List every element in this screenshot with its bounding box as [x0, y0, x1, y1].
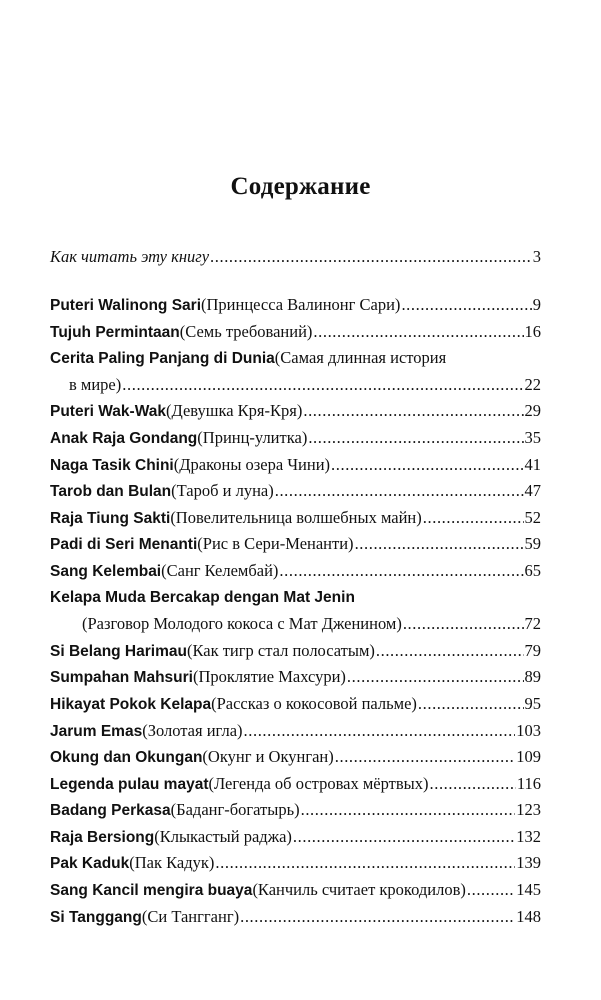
leader-dots: [308, 425, 523, 452]
page-number: 103: [516, 720, 541, 740]
leader-dots: [376, 638, 524, 665]
toc-entry[interactable]: [50, 664, 541, 691]
toc-entry[interactable]: [50, 718, 541, 745]
entry-title-continuation: в мире): [69, 374, 122, 394]
entry-title-malay: Padi di Seri Menanti: [50, 536, 198, 554]
page-number: 95: [524, 693, 541, 713]
entry-title-russian: (Тароб и луна): [171, 481, 274, 501]
leader-dots: [210, 244, 532, 271]
leader-dots: [122, 372, 523, 399]
entry-title-russian: (Рис в Сери-Менанти): [197, 534, 354, 554]
entry-title-russian: (Окунг и Окунган): [202, 747, 334, 767]
entry-title-malay: Cerita Paling Panjang di Dunia: [50, 350, 275, 368]
entry-title-continuation: (Разговор Молодого кокоса с Мат Дженином): [82, 614, 402, 634]
page-number: 3: [532, 247, 541, 266]
leader-dots: [293, 824, 515, 851]
entry-title-malay: Sang Kelembai: [50, 562, 162, 580]
entry-title-russian: (Санг Келембай): [161, 560, 279, 580]
entry-title-malay: Tarob dan Bulan: [50, 483, 172, 501]
page-number: 52: [524, 507, 541, 527]
leader-dots: [355, 531, 524, 558]
entry-title-russian: (Легенда об островах мёртвых): [208, 773, 429, 793]
leader-dots: [279, 558, 523, 585]
page-number: 29: [524, 401, 541, 421]
toc-entry[interactable]: [50, 398, 541, 425]
page-title: Содержание: [230, 173, 371, 200]
leader-dots: [403, 611, 524, 638]
toc-entry[interactable]: [50, 797, 541, 824]
toc-entry[interactable]: [50, 850, 541, 877]
page-number: 79: [524, 640, 541, 660]
page-number: 22: [524, 374, 541, 394]
entry-title-malay: Hikayat Pokok Kelapa: [50, 695, 212, 713]
entry-title-russian: (Повелительница волшебных майн): [170, 507, 422, 527]
page-number: 35: [524, 427, 541, 447]
entry-title-malay: Raja Tiung Sakti: [50, 509, 171, 527]
toc-entry[interactable]: [50, 771, 541, 798]
leader-dots: [215, 850, 515, 877]
entry-title-malay: Anak Raja Gondang: [50, 429, 198, 447]
entry-title-malay: Puteri Walinong Sari: [50, 297, 201, 314]
entry-title-russian: (Канчиль считает крокодилов): [252, 880, 466, 900]
leader-dots: [331, 452, 523, 479]
toc-entry[interactable]: [50, 531, 541, 558]
toc-entry[interactable]: [50, 744, 541, 771]
toc-entry[interactable]: [50, 505, 541, 532]
toc-entry[interactable]: [50, 691, 541, 718]
entry-title-russian: (Рассказ о кокосовой пальме): [211, 693, 417, 713]
entry-title-russian: (Клыкастый раджа): [154, 826, 292, 846]
entry-title-malay: Si Tanggang: [50, 908, 142, 926]
page-number: 109: [516, 747, 541, 767]
entry-title-russian: (Си Тангганг): [141, 906, 240, 926]
entry-title-malay: Jarum Emas: [50, 722, 143, 740]
leader-dots: [467, 877, 515, 904]
toc-intro: [50, 244, 541, 271]
entry-title-malay: Puteri Wak-Wak: [50, 403, 166, 421]
toc-entry[interactable]: [50, 904, 541, 931]
entry-title-russian: (Девушка Кря-Кря): [166, 401, 303, 421]
entry-title-russian: (Принцесса Валинонг Сари): [201, 295, 401, 314]
leader-dots: [423, 505, 524, 532]
page-number: 148: [516, 906, 541, 926]
leader-dots: [244, 718, 516, 745]
entry-title-malay: Pak Kaduk: [50, 855, 130, 873]
leader-dots: [313, 319, 523, 346]
leader-dots: [303, 398, 523, 425]
entry-title-malay: Si Belang Harimau: [50, 642, 187, 660]
toc-entry[interactable]: [50, 558, 541, 585]
entry-title-russian: (Золотая игла): [142, 720, 243, 740]
entry-title-malay: Raja Bersiong: [50, 828, 155, 846]
entry-title-malay: Kelapa Muda Bercakap dengan Mat Jenin: [50, 588, 355, 606]
page-number: 123: [516, 800, 541, 820]
entry-title-russian: (Как тигр стал полосатым): [186, 640, 375, 660]
leader-dots: [335, 744, 516, 771]
entry-title-malay: Sang Kancil mengira buaya: [50, 882, 253, 900]
entry-title-russian: (Проклятие Махсури): [192, 667, 346, 687]
entry-title-malay: Sumpahan Mahsuri: [50, 669, 193, 687]
toc-entry[interactable]: [50, 319, 541, 346]
entry-title-russian: (Пак Кадук): [129, 853, 215, 873]
page-number: 41: [524, 454, 541, 474]
toc-list: [50, 292, 541, 930]
page-number: 116: [516, 773, 541, 793]
entry-title-malay: Badang Perkasa: [50, 802, 171, 820]
entry-title-malay: Naga Tasik Chini: [50, 456, 174, 474]
page-number: 16: [524, 321, 541, 341]
toc-entry-intro[interactable]: [50, 244, 541, 271]
page-number: 65: [524, 560, 541, 580]
toc-entry[interactable]: [50, 478, 541, 505]
entry-title: Как читать эту книгу: [50, 247, 210, 266]
entry-title-russian: (Самая длинная история: [274, 348, 447, 368]
page-number: 139: [516, 853, 541, 873]
toc-entry-continuation[interactable]: [50, 372, 541, 399]
page-number: 47: [524, 481, 541, 501]
toc-entry-continuation[interactable]: [50, 611, 541, 638]
toc-entry[interactable]: [50, 345, 541, 372]
entry-title-malay: Legenda pulau mayat: [50, 775, 209, 793]
leader-dots: [275, 478, 524, 505]
page-number: 59: [524, 534, 541, 554]
page-number: 89: [524, 667, 541, 687]
entry-title-malay: Okung dan Okungan: [50, 749, 203, 767]
page-number: 132: [516, 826, 541, 846]
page-number: 145: [516, 880, 541, 900]
toc-entry[interactable]: [50, 292, 541, 319]
entry-title-russian: (Принц-улитка): [197, 427, 308, 447]
page-number: 72: [524, 614, 541, 634]
entry-title-russian: (Драконы озера Чини): [173, 454, 331, 474]
toc-entry[interactable]: [50, 585, 541, 612]
leader-dots: [301, 797, 516, 824]
leader-dots: [401, 292, 531, 319]
entry-title-russian: (Семь требований): [179, 321, 313, 341]
entry-title-russian: (Баданг-богатырь): [170, 800, 300, 820]
toc-entry[interactable]: [50, 877, 541, 904]
leader-dots: [430, 771, 516, 798]
leader-dots: [240, 904, 515, 931]
leader-dots: [347, 664, 524, 691]
toc-entry[interactable]: [50, 638, 541, 665]
toc-entry[interactable]: [50, 452, 541, 479]
toc-entry[interactable]: [50, 824, 541, 851]
entry-title-malay: Tujuh Permintaan: [50, 323, 180, 341]
leader-dots: [418, 691, 524, 718]
page-number: 9: [532, 295, 541, 314]
toc-entry[interactable]: [50, 425, 541, 452]
